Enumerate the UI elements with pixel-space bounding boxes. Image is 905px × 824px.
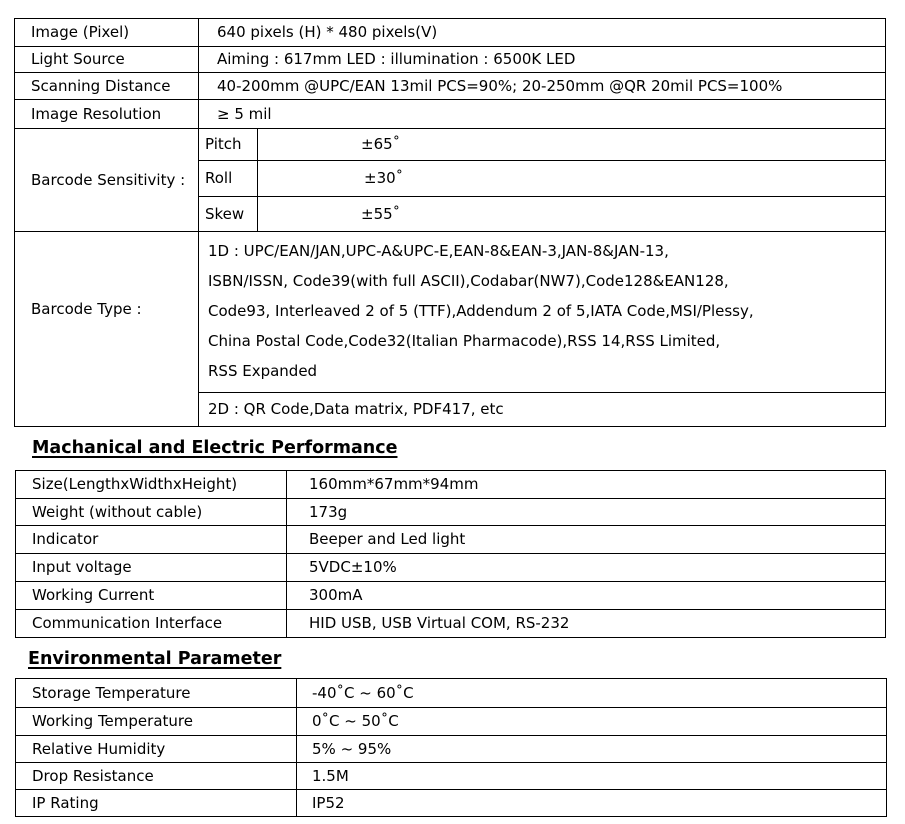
table-row — [16, 610, 886, 638]
barcode-sensitivity-label: Barcode Sensitivity : — [15, 129, 199, 232]
table-row — [16, 763, 887, 790]
barcode-1d-line: China Postal Code,Code32(Italian Pharmacode),RSS 14,RSS Limited, — [208, 332, 721, 350]
spec-value: 5% ~ 95% — [297, 736, 887, 763]
spec-value: -40˚C ~ 60˚C — [297, 679, 887, 708]
spec-value: Aiming : 617mm LED : illumination : 6500K LED — [199, 47, 886, 73]
spec-label: Working Current — [16, 582, 287, 610]
table-row — [16, 708, 887, 736]
barcode-type-1d — [199, 232, 886, 393]
spec-label: Drop Resistance — [16, 763, 297, 790]
spec-value: IP52 — [297, 790, 887, 817]
spec-value: 300mA — [287, 582, 886, 610]
spec-label: IP Rating — [16, 790, 297, 817]
spec-label: Size(LengthxWidthxHeight) — [16, 471, 287, 499]
table-row — [16, 790, 887, 817]
spec-label: Storage Temperature — [16, 679, 297, 708]
spec-value: 40-200mm @UPC/EAN 13mil PCS=90%; 20-250mm @QR 20mil PCS=100% — [199, 73, 886, 100]
spec-label: Communication Interface — [16, 610, 287, 638]
spec-value: Beeper and Led light — [287, 526, 886, 554]
mechanical-spec-table — [15, 470, 886, 638]
sensitivity-roll-label: Roll — [199, 161, 258, 197]
optical-spec-table — [14, 18, 886, 427]
sensitivity-skew-value: ±55˚ — [258, 197, 886, 232]
table-row — [16, 499, 886, 526]
spec-value: 173g — [287, 499, 886, 526]
table-row — [15, 232, 886, 393]
mechanical-section-heading: Machanical and Electric Performance — [32, 438, 398, 458]
spec-label: Light Source — [15, 47, 199, 73]
table-row — [15, 129, 886, 161]
table-row — [16, 679, 887, 708]
spec-value: 160mm*67mm*94mm — [287, 471, 886, 499]
spec-value: 5VDC±10% — [287, 554, 886, 582]
spec-label: Image Resolution — [15, 100, 199, 129]
spec-value: 640 pixels (H) * 480 pixels(V) — [199, 19, 886, 47]
table-row — [16, 736, 887, 763]
spec-label: Indicator — [16, 526, 287, 554]
spec-label: Relative Humidity — [16, 736, 297, 763]
table-row — [15, 19, 886, 47]
barcode-1d-line: 1D : UPC/EAN/JAN,UPC-A&UPC-E,EAN-8&EAN-3,JAN-8&JAN-13, — [208, 242, 669, 260]
spec-label: Image (Pixel) — [15, 19, 199, 47]
table-row — [15, 73, 886, 100]
barcode-type-2d: 2D : QR Code,Data matrix, PDF417, etc — [199, 393, 886, 427]
spec-value: ≥ 5 mil — [199, 100, 886, 129]
barcode-1d-line: Code93, Interleaved 2 of 5 (TTF),Addendum 2 of 5,IATA Code,MSI/Plessy, — [208, 302, 754, 320]
sensitivity-skew-label: Skew — [199, 197, 258, 232]
spec-label: Weight (without cable) — [16, 499, 287, 526]
environmental-spec-table — [15, 678, 887, 817]
table-row — [15, 47, 886, 73]
spec-label: Scanning Distance — [15, 73, 199, 100]
barcode-type-label: Barcode Type : — [15, 232, 199, 427]
spec-label: Working Temperature — [16, 708, 297, 736]
table-row — [16, 582, 886, 610]
table-row — [16, 526, 886, 554]
barcode-1d-line: ISBN/ISSN, Code39(with full ASCII),Codabar(NW7),Code128&EAN128, — [208, 272, 729, 290]
sensitivity-roll-value: ±30˚ — [258, 161, 886, 197]
spec-value: HID USB, USB Virtual COM, RS-232 — [287, 610, 886, 638]
environmental-section-heading: Environmental Parameter — [28, 649, 282, 669]
table-row — [16, 471, 886, 499]
table-row — [15, 100, 886, 129]
table-row — [16, 554, 886, 582]
spec-value: 1.5M — [297, 763, 887, 790]
sensitivity-pitch-value: ±65˚ — [258, 129, 886, 161]
barcode-1d-line: RSS Expanded — [208, 362, 318, 380]
spec-label: Input voltage — [16, 554, 287, 582]
sensitivity-pitch-label: Pitch — [199, 129, 258, 161]
spec-value: 0˚C ~ 50˚C — [297, 708, 887, 736]
